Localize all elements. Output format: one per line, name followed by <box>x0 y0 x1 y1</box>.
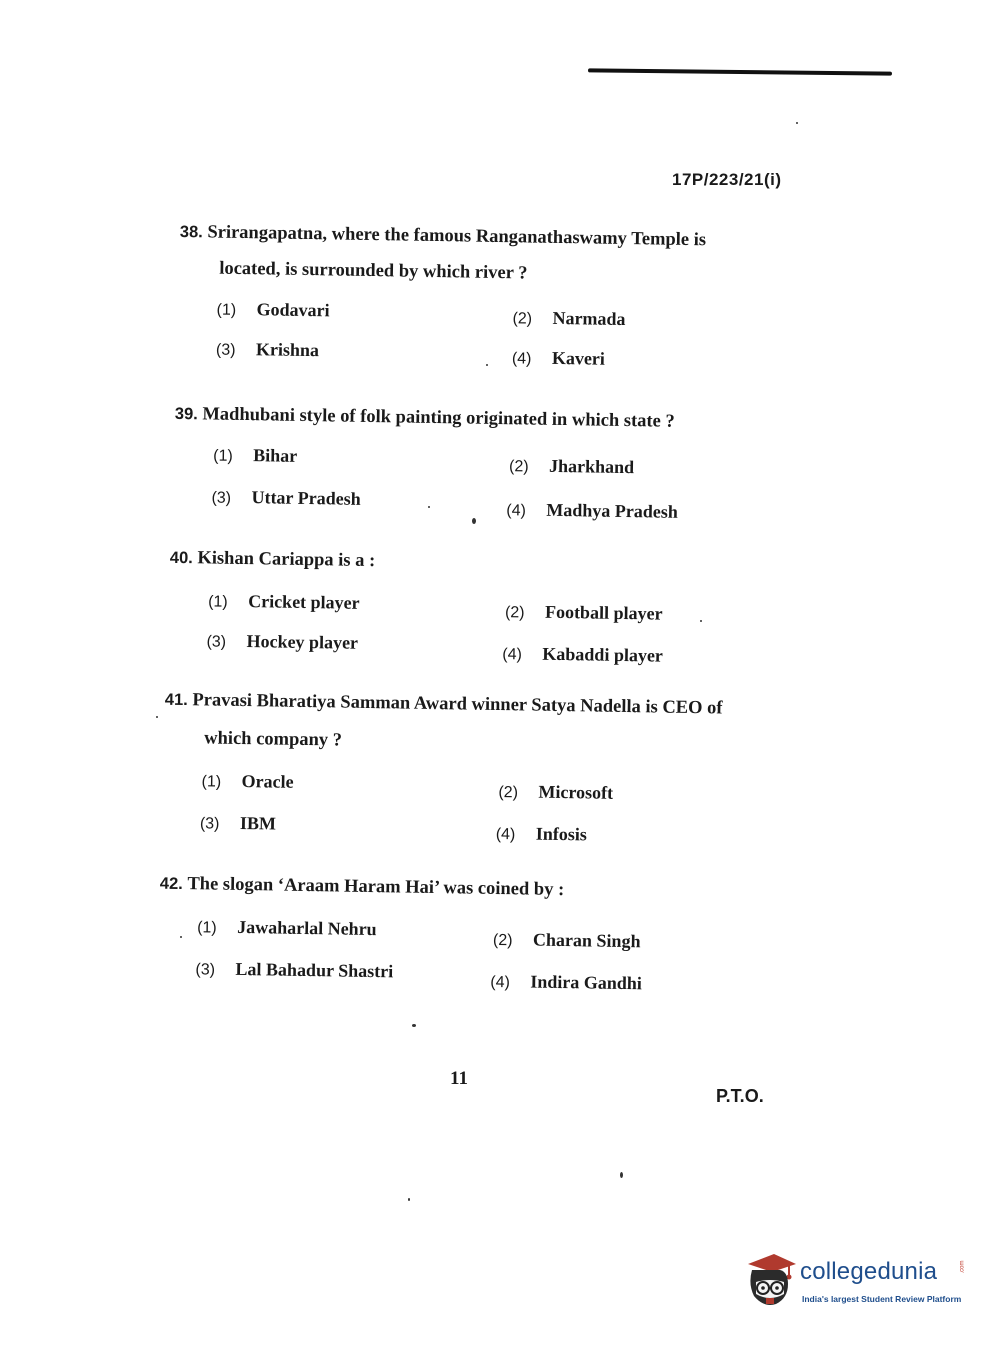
question-text: Kishan Cariappa is a : <box>197 548 376 572</box>
scan-speck <box>620 1172 623 1178</box>
option-3: (3) Lal Bahadur Shastri <box>195 958 394 982</box>
scan-speck <box>412 1024 416 1027</box>
question-text-line <box>160 874 565 901</box>
option-2: (2) Narmada <box>512 307 626 330</box>
option-3: (3) IBM <box>199 812 277 834</box>
option-1: (1) Jawaharlal Nehru <box>197 916 377 940</box>
question-text-line <box>180 222 707 251</box>
pto-label: P.T.O. <box>716 1086 764 1106</box>
page-number: 11 <box>450 1068 468 1089</box>
scan-speck <box>472 518 476 524</box>
scan-speck <box>700 620 702 622</box>
option-3: (3) Uttar Pradesh <box>211 487 361 509</box>
option-1: (1) Bihar <box>213 445 298 466</box>
scan-speck <box>796 122 798 124</box>
question-text: Madhubani style of folk painting originated in which state ? <box>202 404 675 432</box>
question-text: Pravasi Bharatiya Samman Award winner Satya Nadella is CEO of <box>192 690 723 719</box>
question-number: 42. <box>159 874 183 894</box>
question-text-line <box>175 404 675 433</box>
logo-tagline: India's largest Student Review Platform <box>802 1294 962 1304</box>
question-number: 39. <box>174 404 198 424</box>
option-1: (1) Cricket player <box>208 591 360 613</box>
scan-speck <box>408 1198 410 1201</box>
scan-speck <box>428 506 430 508</box>
option-2: (2) Jharkhand <box>508 455 635 478</box>
question-text: The slogan ‘Araam Haram Hai’ was coined by : <box>187 874 565 901</box>
scan-speck <box>486 364 488 366</box>
option-1: (1) Oracle <box>201 770 294 792</box>
option-3: (3) Krishna <box>215 339 320 361</box>
option-1: (1) Godavari <box>216 299 330 321</box>
option-4: (4) Kaveri <box>511 347 606 369</box>
option-2: (2) Football player <box>504 601 663 624</box>
option-2: (2) Charan Singh <box>492 929 641 952</box>
option-4: (4) Kabaddi player <box>502 643 664 666</box>
question-38 <box>0 219 1001 369</box>
question-41 <box>0 687 1001 845</box>
option-4: (4) Madhya Pradesh <box>506 499 679 522</box>
question-number: 38. <box>179 222 203 242</box>
question-text-line-2: which company ? <box>204 728 343 751</box>
question-number: 41. <box>164 690 188 710</box>
question-39 <box>0 401 1001 522</box>
scan-speck <box>180 936 182 938</box>
scan-speck <box>156 716 158 718</box>
logo-name: collegedunia <box>800 1258 938 1285</box>
logo-suffix: .com <box>959 1260 966 1274</box>
top-rule <box>588 68 892 75</box>
question-number: 40. <box>169 548 193 568</box>
question-42 <box>0 871 1001 994</box>
option-4: (4) Infosis <box>495 823 587 845</box>
question-text-line <box>165 690 723 720</box>
question-text-line <box>170 548 376 572</box>
option-3: (3) Hockey player <box>206 631 359 653</box>
option-4: (4) Indira Gandhi <box>490 971 643 994</box>
mascot-icon <box>742 1250 800 1314</box>
question-text: Srirangapatna, where the famous Ranganathaswamy Temple is <box>207 222 707 251</box>
question-40 <box>0 545 1001 666</box>
option-2: (2) Microsoft <box>498 781 614 803</box>
collegedunia-logo <box>742 1250 972 1320</box>
question-text-line-2: located, is surrounded by which river ? <box>219 258 528 284</box>
paper-code: 17P/223/21(i) <box>672 170 782 189</box>
